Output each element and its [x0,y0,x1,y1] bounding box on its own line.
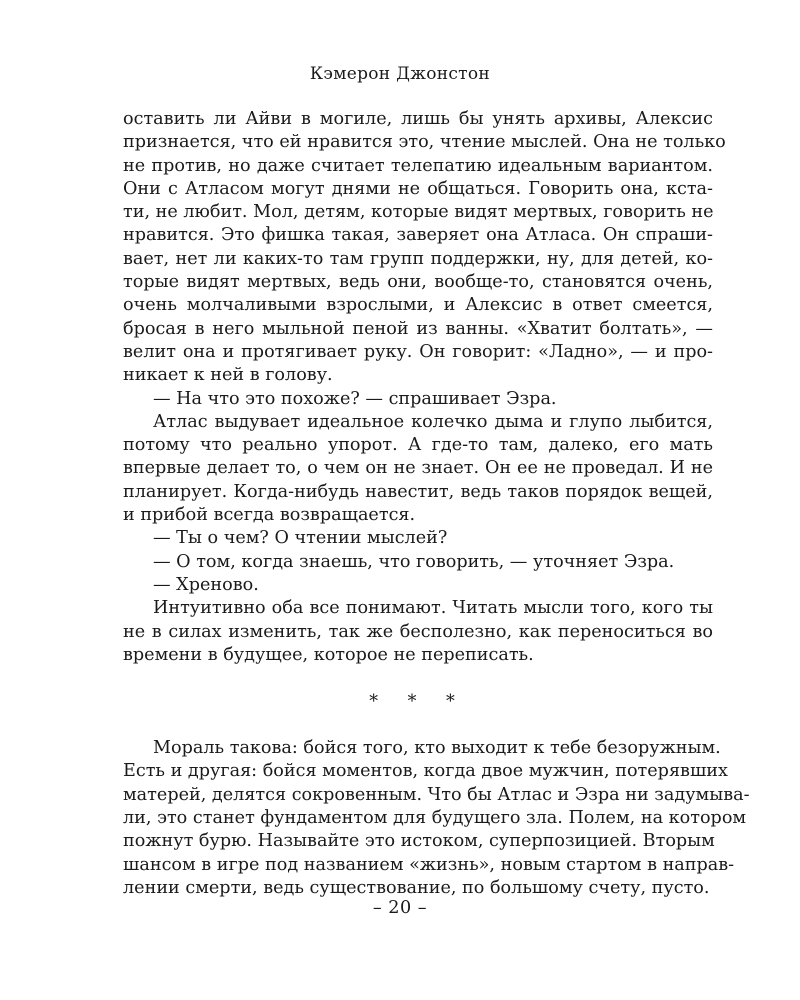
text-line: матерей, делятся сокровенным. Что бы Атлас и Эзра ни задумыва- [123,784,750,805]
text-line: времени в будущее, которое не переписать. [123,644,534,665]
text-line: очень молчаливыми взрослыми, и Алексис в ответ смеется, [123,295,713,316]
text-line: шансом в игре под названием «жизнь», новым стартом в направ- [123,854,735,875]
paragraph-4 [123,737,750,900]
body-text [123,108,750,900]
spacer [123,715,713,737]
text-line: Есть и другая: бойся моментов, когда двое мужчин, потерявших [123,761,728,782]
text-line: бросая в него мыльной пеной из ванны. «Хватит болтать», — [123,318,713,339]
text-line: оставить ли Айви в могиле, лишь бы унять архивы, Алексис [123,109,713,129]
text-line: пожнут бурю. Называйте это истоком, суперпозицией. Вторым [123,831,715,852]
section-separator: * * * [369,692,467,713]
spacer [123,667,713,689]
text-line: Мораль такова: бойся того, кто выходит к тебе безоружным. [153,738,721,759]
text-line: Интуитивно оба все понимают. Читать мысли того, кого ты [153,598,713,619]
text-line: впервые делает то, о чем он не знает. Он ее не проведал. И не [123,458,713,479]
page-number: – 20 – [372,898,428,918]
text-line: лении смерти, ведь существование, по большому счету, пусто. [123,877,710,898]
text-line: вает, нет ли каких-то там групп поддержки, ну, для детей, ко- [123,248,713,269]
text-line: велит она и протягивает руку. Он говорит: «Ладно», — и про- [123,341,713,362]
text-line: планирует. Когда-нибудь навестит, ведь таков порядок вещей, [123,481,713,502]
text-line: не в силах изменить, так же бесполезно, как переноситься во [123,621,713,642]
running-title: Кэмерон Джонстон [309,64,491,84]
text-line: Атлас выдувает идеальное колечко дыма и глупо лыбится, [153,411,713,432]
text-line: ли, это станет фундаментом для будущего зла. Полем, на котором [123,808,747,829]
text-line: торые видят мертвых, ведь они, вообще-то, становятся очень, [123,272,713,293]
paragraph-1 [123,108,726,388]
text-line: Они с Атласом могут днями не общаться. Говорить она, кста- [123,178,713,199]
text-line: и прибой всегда возвращается. [123,505,416,526]
text-line: никает к ней в голову. [123,365,333,386]
dialogue-line: — Ты о чем? О чтении мыслей? [153,528,448,549]
text-line: нравится. Это фишка такая, заверяет она Атласа. Он спраши- [123,225,713,246]
dialogue-line: — Хреново. [153,574,259,595]
dialogue-line: — На что это похоже? — спрашивает Эзра. [153,388,557,409]
text-line: не против, но даже считает телепатию идеальным вариантом. [123,155,713,176]
paragraph-2 [123,411,713,527]
dialogue-line: — О том, когда знаешь, что говорить, — уточняет Эзра. [153,551,675,572]
paragraph-3 [123,597,713,667]
text-line: потому что реально упорот. А где-то там, далеко, его мать [123,435,713,456]
text-line: ти, не любит. Мол, детям, которые видят мертвых, говорить не [123,202,714,223]
text-line: признается, что ей нравится это, чтение мыслей. Она не только [123,132,726,153]
